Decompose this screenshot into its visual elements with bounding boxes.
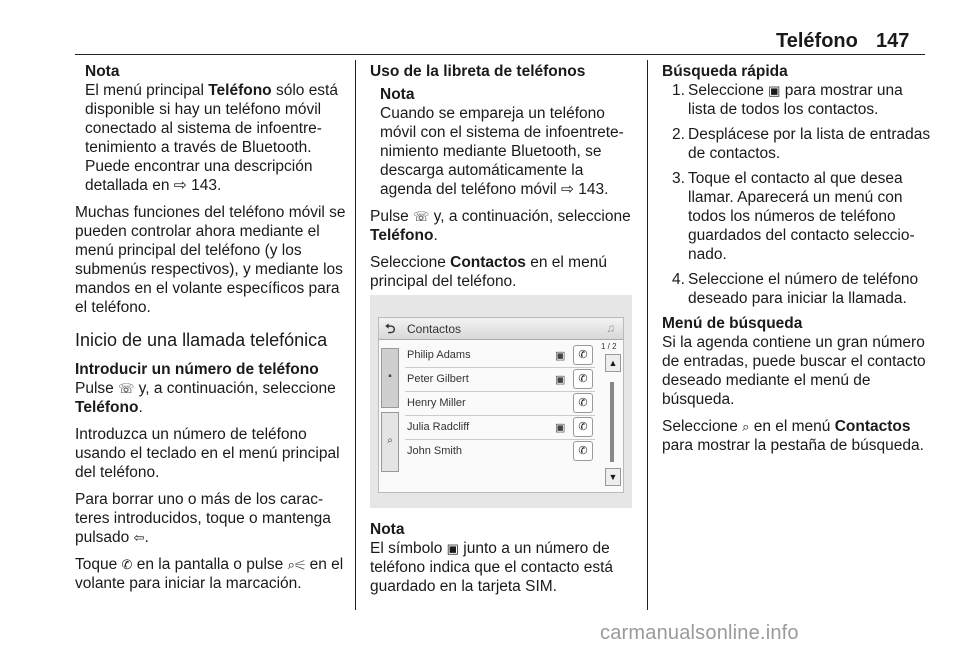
search-tab-icon[interactable]: ⌕ bbox=[381, 412, 399, 472]
phone-home-icon: ☏ bbox=[413, 209, 430, 224]
call-icon[interactable]: ✆ bbox=[573, 345, 593, 365]
contact-row[interactable]: Julia Radcliff ▣ ✆ bbox=[405, 416, 595, 440]
screen-title-bar bbox=[379, 318, 623, 340]
column-2 bbox=[370, 62, 635, 299]
scrollbar[interactable] bbox=[601, 342, 621, 492]
subheading: Introducir un número de teléfono bbox=[75, 361, 319, 378]
steering-phone-icon: ⌕⚟ bbox=[287, 557, 306, 572]
column-divider bbox=[355, 60, 356, 610]
note-text: El símbolo ▣ junto a un número de teléfono indica que el contacto está guardado en la tarjeta SIM. bbox=[370, 540, 614, 595]
page-header bbox=[0, 0, 960, 60]
column-divider bbox=[647, 60, 648, 610]
note-title: Nota bbox=[380, 86, 415, 103]
contact-row[interactable]: Philip Adams ▣ ✆ bbox=[405, 344, 595, 368]
call-icon[interactable]: ✆ bbox=[573, 369, 593, 389]
list-item: 3. Toque el contacto al que desea llamar. Aparecerá un menú con todos los números de teléfono guardados del contacto seleccionado. bbox=[672, 170, 915, 263]
contacts-screenshot bbox=[370, 295, 632, 508]
list-item: 1. Seleccione ▣ para mostrar una lista de todos los contactos. bbox=[672, 82, 903, 118]
scroll-up-icon[interactable]: ▲ bbox=[605, 354, 621, 372]
paragraph: Para borrar uno o más de los caracteres introducidos, toque o mantenga pulsado ⇦. bbox=[75, 491, 331, 546]
paragraph: Pulse ☏ y, a continuación, seleccione Teléfono. bbox=[370, 208, 631, 244]
watermark: carmanualsonline.info bbox=[600, 622, 799, 644]
paragraph: Introduzca un número de teléfono usando el teclado en el menú principal del teléfono. bbox=[75, 426, 340, 481]
note-title: Nota bbox=[85, 63, 120, 80]
screen-side-tabs bbox=[379, 342, 401, 492]
paragraph: Pulse ☏ y, a continuación, seleccione Teléfono. bbox=[75, 380, 336, 416]
note-text: Cuando se empareja un teléfono móvil con el sistema de infoentretenimiento mediante Bluetooth, se descarga automáticamente la agenda del teléfono móvil ⇨ 143. bbox=[380, 105, 624, 198]
contacts-book-icon: ▣ bbox=[768, 83, 781, 98]
scroll-down-icon[interactable]: ▼ bbox=[605, 468, 621, 486]
paragraph: Muchas funciones del teléfono móvil se pueden controlar ahora mediante el menú principal del teléfono (y los submenús respectivos), y mediante los mandos en el volante específicos para el teléfono. bbox=[75, 204, 346, 316]
note-title: Nota bbox=[370, 521, 405, 538]
contact-row[interactable]: Peter Gilbert ▣ ✆ bbox=[405, 368, 595, 392]
note-box-2 bbox=[370, 520, 635, 596]
scroll-track[interactable] bbox=[610, 382, 614, 462]
contacts-screen bbox=[378, 317, 624, 493]
call-icon[interactable]: ✆ bbox=[573, 393, 593, 413]
sim-icon: ▣ bbox=[555, 422, 566, 434]
list-item: 2. Desplácese por la lista de entradas de contactos. bbox=[672, 126, 931, 162]
page-number: 147 bbox=[876, 30, 910, 52]
header-rule bbox=[75, 54, 925, 55]
section-heading: Búsqueda rápida bbox=[662, 63, 788, 80]
sim-icon: ▣ bbox=[555, 350, 566, 362]
note-box bbox=[85, 62, 347, 195]
column-3 bbox=[662, 62, 932, 463]
contact-row[interactable]: Henry Miller ✆ bbox=[405, 392, 595, 416]
list-item: 4. Seleccione el número de teléfono deseado para iniciar la llamada. bbox=[672, 271, 919, 307]
sim-icon: ▣ bbox=[555, 374, 566, 386]
note-box bbox=[380, 85, 635, 199]
call-icon: ✆ bbox=[121, 557, 133, 572]
contacts-tab-icon[interactable]: ▪ bbox=[381, 348, 399, 408]
search-icon: ⌕ bbox=[742, 419, 750, 434]
page-title: Teléfono bbox=[776, 30, 858, 52]
backspace-icon: ⇦ bbox=[133, 530, 145, 545]
call-icon[interactable]: ✆ bbox=[573, 441, 593, 461]
contact-row[interactable]: John Smith ✆ bbox=[405, 440, 595, 464]
paragraph: Toque ✆ en la pantalla o pulse ⌕⚟ en el volante para iniciar la marcación. bbox=[75, 556, 344, 592]
phone-home-icon: ☏ bbox=[118, 381, 135, 396]
music-note-icon: ♫ bbox=[606, 321, 615, 335]
note-text: El menú principal Teléfono sólo está disponible si hay un teléfono móvil conectado al sistema de infoentretenimiento a través de Bluetooth. Puede encontrar una descripción detallada en ⇨ 143. bbox=[85, 82, 338, 194]
paragraph: Seleccione ⌕ en el menú Contactos para mostrar la pestaña de búsqueda. bbox=[662, 418, 924, 454]
back-icon[interactable]: ⮌ bbox=[385, 321, 396, 336]
section-heading: Uso de la libreta de teléfonos bbox=[370, 63, 586, 80]
arrow-ref-icon: ⇨ bbox=[173, 177, 192, 194]
screen-title: Contactos bbox=[407, 322, 462, 336]
sim-icon: ▣ bbox=[446, 541, 459, 556]
section-heading: Inicio de una llamada telefónica bbox=[75, 330, 328, 350]
page-indicator: 1 / 2 bbox=[601, 342, 617, 351]
paragraph: Seleccione Contactos en el menú principal del teléfono. bbox=[370, 254, 607, 290]
column-1 bbox=[75, 62, 347, 601]
arrow-ref-icon: ⇨ bbox=[560, 181, 579, 198]
paragraph: Si la agenda contiene un gran número de entradas, puede buscar el contacto deseado mediante el menú de búsqueda. bbox=[662, 334, 926, 408]
section-heading: Menú de búsqueda bbox=[662, 315, 803, 332]
steps-list bbox=[662, 81, 932, 308]
call-icon[interactable]: ✆ bbox=[573, 417, 593, 437]
